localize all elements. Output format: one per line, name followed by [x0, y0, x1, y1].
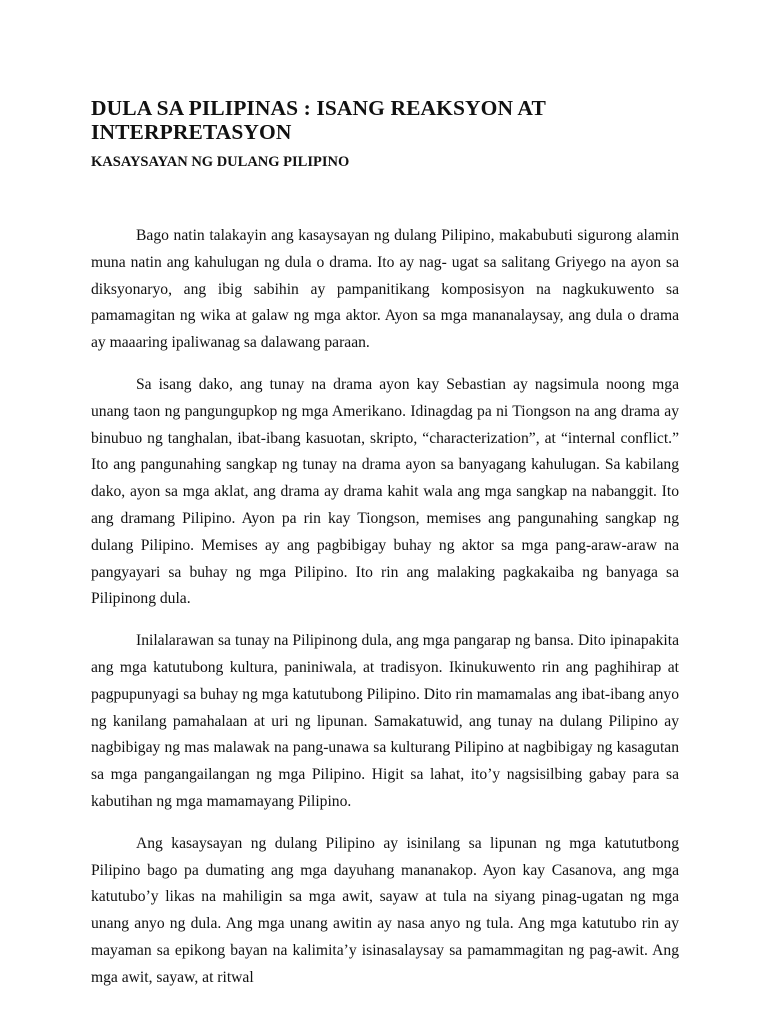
- section-heading: KASAYSAYAN NG DULANG PILIPINO: [91, 154, 350, 170]
- document-body: [91, 223, 679, 1007]
- document-title: DULA SA PILIPINAS : ISANG REAKSYON AT INTERPRETASYON: [91, 96, 546, 144]
- paragraph-2: Sa isang dako, ang tunay na drama ayon kay Sebastian ay nagsimula noong mga unang taon ng pangungupkop ng mga Amerikano. Idinagdag pa ni Tiongson na ang drama ay binubuo ng tanghalan, ibat-ibang kasuotan, skripto, “characterization”, at “internal conflict.” Ito ang pangunahing sangkap ng tunay na drama ayon sa banyagang kahulugan. Sa kabilang dako, ayon sa mga aklat, ang drama ay drama kahit wala ang mga sangkap na nabanggit. Ito ang dramang Pilipino. Ayon pa rin kay Tiongson, memises ang pangunahing sangkap ng dulang Pilipino. Memises ay ang pagbibigay buhay ng aktor sa mga pang-araw-araw na pangyayari sa buhay ng mga Pilipino. Ito rin ang malaking pagkakaiba ng banyaga sa Pilipinong dula.: [91, 375, 679, 608]
- paragraph-1: Bago natin talakayin ang kasaysayan ng dulang Pilipino, makabubuti sigurong alamin muna natin ang kahulugan ng dula o drama. Ito ay nag- ugat sa salitang Griyego na ayon sa diksyonaryo, ang ibig sabihin ay pampanitikang komposisyon na nagkukuwento sa pamamagitan ng wika at galaw ng mga aktor. Ayon sa mga mananalaysay, ang dula o drama ay maaaring ipaliwanag sa dalawang paraan.: [91, 227, 679, 352]
- paragraph-3: Inilalarawan sa tunay na Pilipinong dula, ang mga pangarap ng bansa. Dito ipinapakita ang mga katutubong kultura, paniniwala, at tradisyon. Ikinukuwento rin ang paghihirap at pagpupunyagi sa buhay ng mga katutubong Pilipino. Dito rin mamamalas ang ibat-ibang anyo ng kanilang pamahalaan at uri ng lipunan. Samakatuwid, ang tunay na dulang Pilipino ay nagbibigay ng mas malawak na pang-unawa sa kulturang Pilipino at nagbibigay ng kasagutan sa mga pangangailangan ng mga Pilipino. Higit sa lahat, ito’y nagsisilbing gabay para sa kabutihan ng mga mamamayang Pilipino.: [91, 632, 679, 810]
- paragraph-4: Ang kasaysayan ng dulang Pilipino ay isinilang sa lipunan ng mga katututbong Pilipino bago pa dumating ang mga dayuhang mananakop. Ayon kay Casanova, ang mga katutubo’y likas na mahiligin sa mga awit, sayaw at tula na siyang pinag-ugatan ng mga unang anyo ng dula. Ang mga unang awitin ay nasa anyo ng tula. Ang mga katutubo rin ay mayaman sa epikong bayan na kalimita’y isinasalaysay sa pamammagitan ng pag-awit. Ang mga awit, sayaw, at ritwal: [91, 834, 679, 986]
